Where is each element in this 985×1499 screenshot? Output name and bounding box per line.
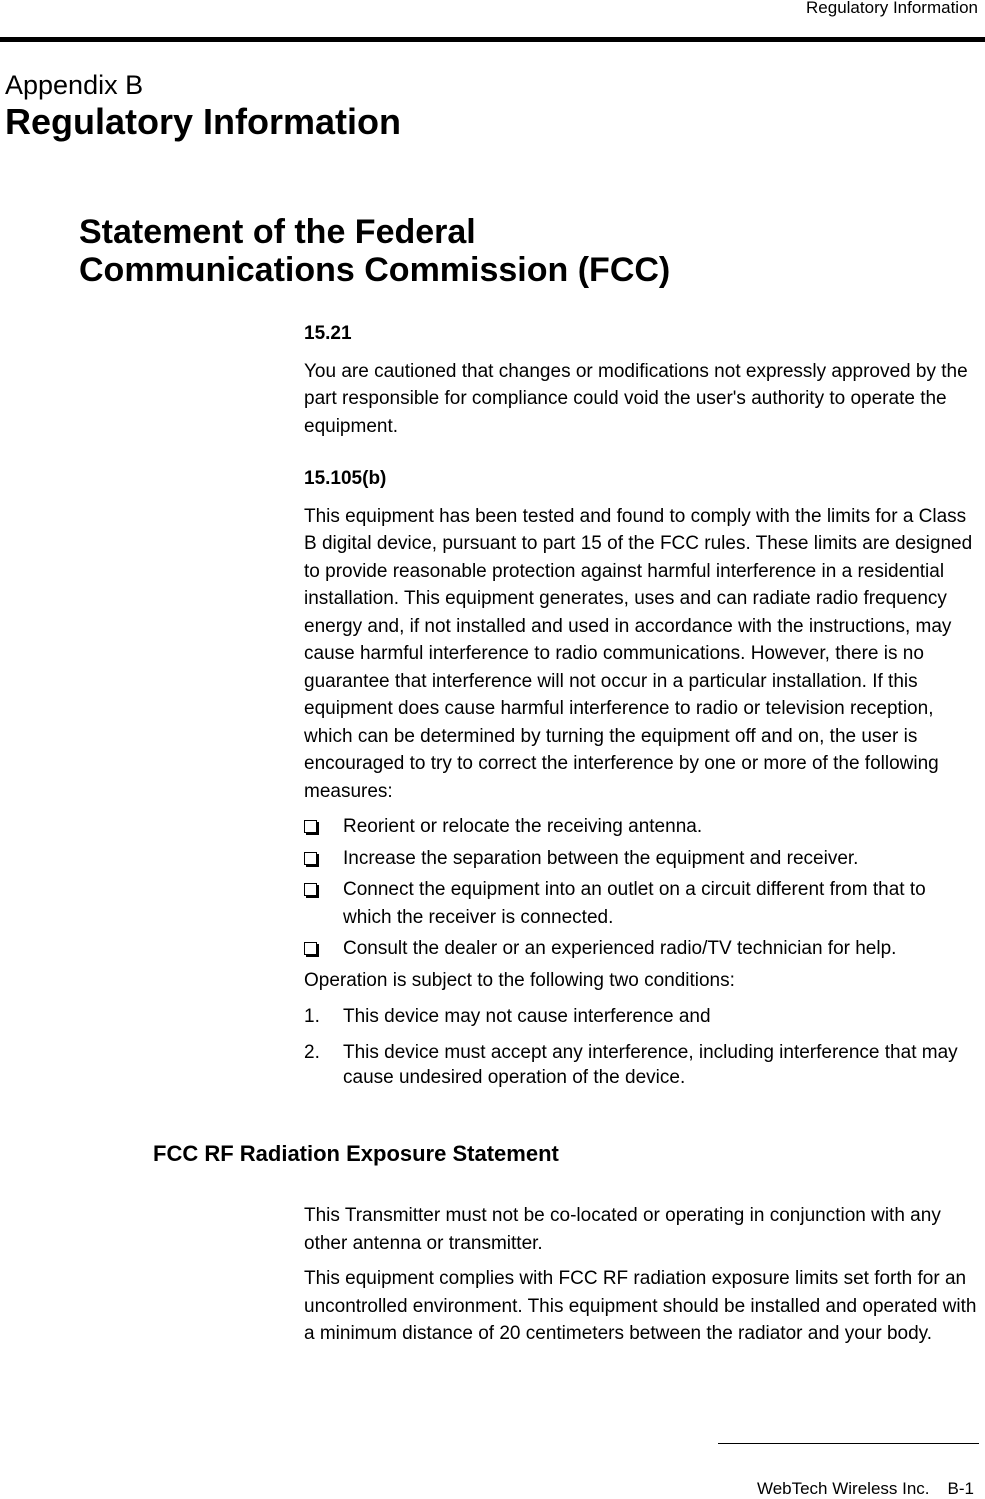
appendix-label: Appendix B bbox=[5, 70, 144, 100]
subsection-heading: FCC RF Radiation Exposure Statement bbox=[153, 1141, 559, 1166]
section-15-21 bbox=[304, 320, 979, 440]
list-item bbox=[304, 813, 979, 841]
conditions-intro: Operation is subject to the following two conditions: bbox=[304, 969, 735, 991]
list-number: 1. bbox=[304, 1006, 320, 1027]
checkbox-bullet-icon bbox=[304, 852, 317, 865]
list-number: 2. bbox=[304, 1041, 320, 1063]
checkbox-bullet-icon bbox=[304, 820, 317, 833]
section-title bbox=[79, 213, 670, 289]
footer-rule bbox=[718, 1443, 979, 1444]
paragraph: This equipment complies with FCC RF radiation exposure limits set forth for an uncontrolled environment. This equipment should be installed and operated with a minimum distance of 20 centimeters between the radiator and your body. bbox=[304, 1268, 977, 1344]
page-title: Regulatory Information bbox=[5, 101, 402, 142]
header-rule bbox=[0, 37, 985, 42]
heading-15-105b: 15.105(b) bbox=[304, 468, 387, 489]
list-item bbox=[304, 876, 979, 931]
rf-statement bbox=[304, 1202, 979, 1348]
list-item bbox=[304, 845, 979, 873]
checkbox-bullet-icon bbox=[304, 942, 317, 955]
section-title-line: Communications Commission (FCC) bbox=[79, 251, 671, 289]
list-item-text: Increase the separation between the equipment and receiver. bbox=[343, 847, 859, 869]
section-15-105b bbox=[304, 465, 979, 1090]
running-header: Regulatory Information bbox=[806, 0, 978, 17]
condition-text: This device must accept any interference, including interference that may cause undesired operation of the device. bbox=[343, 1041, 958, 1088]
list-item-text: Consult the dealer or an experienced radio/TV technician for help. bbox=[343, 938, 897, 959]
paragraph: You are cautioned that changes or modifications not expressly approved by the part responsible for compliance could void the user's authority to operate the equipment. bbox=[304, 360, 968, 437]
checkbox-bullet-icon bbox=[304, 883, 317, 896]
paragraph: This Transmitter must not be co-located or operating in conjunction with any other antenna or transmitter. bbox=[304, 1205, 941, 1254]
list-item-text: Reorient or relocate the receiving antenna. bbox=[343, 816, 703, 837]
condition-item bbox=[304, 1003, 979, 1031]
list-item-text: Connect the equipment into an outlet on a circuit different from that to which the receiver is connected. bbox=[343, 879, 926, 928]
list-item bbox=[304, 935, 979, 963]
footer-company: WebTech Wireless Inc. bbox=[756, 1479, 930, 1498]
page-number: B-1 bbox=[947, 1479, 974, 1498]
measures-list bbox=[304, 813, 979, 963]
heading-15-21: 15.21 bbox=[304, 323, 352, 344]
section-title-line: Statement of the Federal bbox=[79, 213, 476, 251]
paragraph: This equipment has been tested and found to comply with the limits for a Class B digital device, pursuant to part 15 of the FCC rules. These limits are designed to provide reasonable protection against harmful interference in a residential installation. This equipment generates, uses and can radiate radio frequency energy and, if not installed and used in accordance with the instructions, may cause harmful interference to radio communications. However, there is no guarantee that interference will not occur in a particular installation. If this equipment does cause harmful interference to radio or television reception, which can be determined by turning the equipment off and on, the user is encouraged to try to correct the interference by one or more of the following measures: bbox=[304, 505, 973, 802]
condition-text: This device may not cause interference and bbox=[343, 1006, 711, 1027]
condition-item bbox=[304, 1040, 979, 1090]
page-footer bbox=[757, 1479, 974, 1499]
